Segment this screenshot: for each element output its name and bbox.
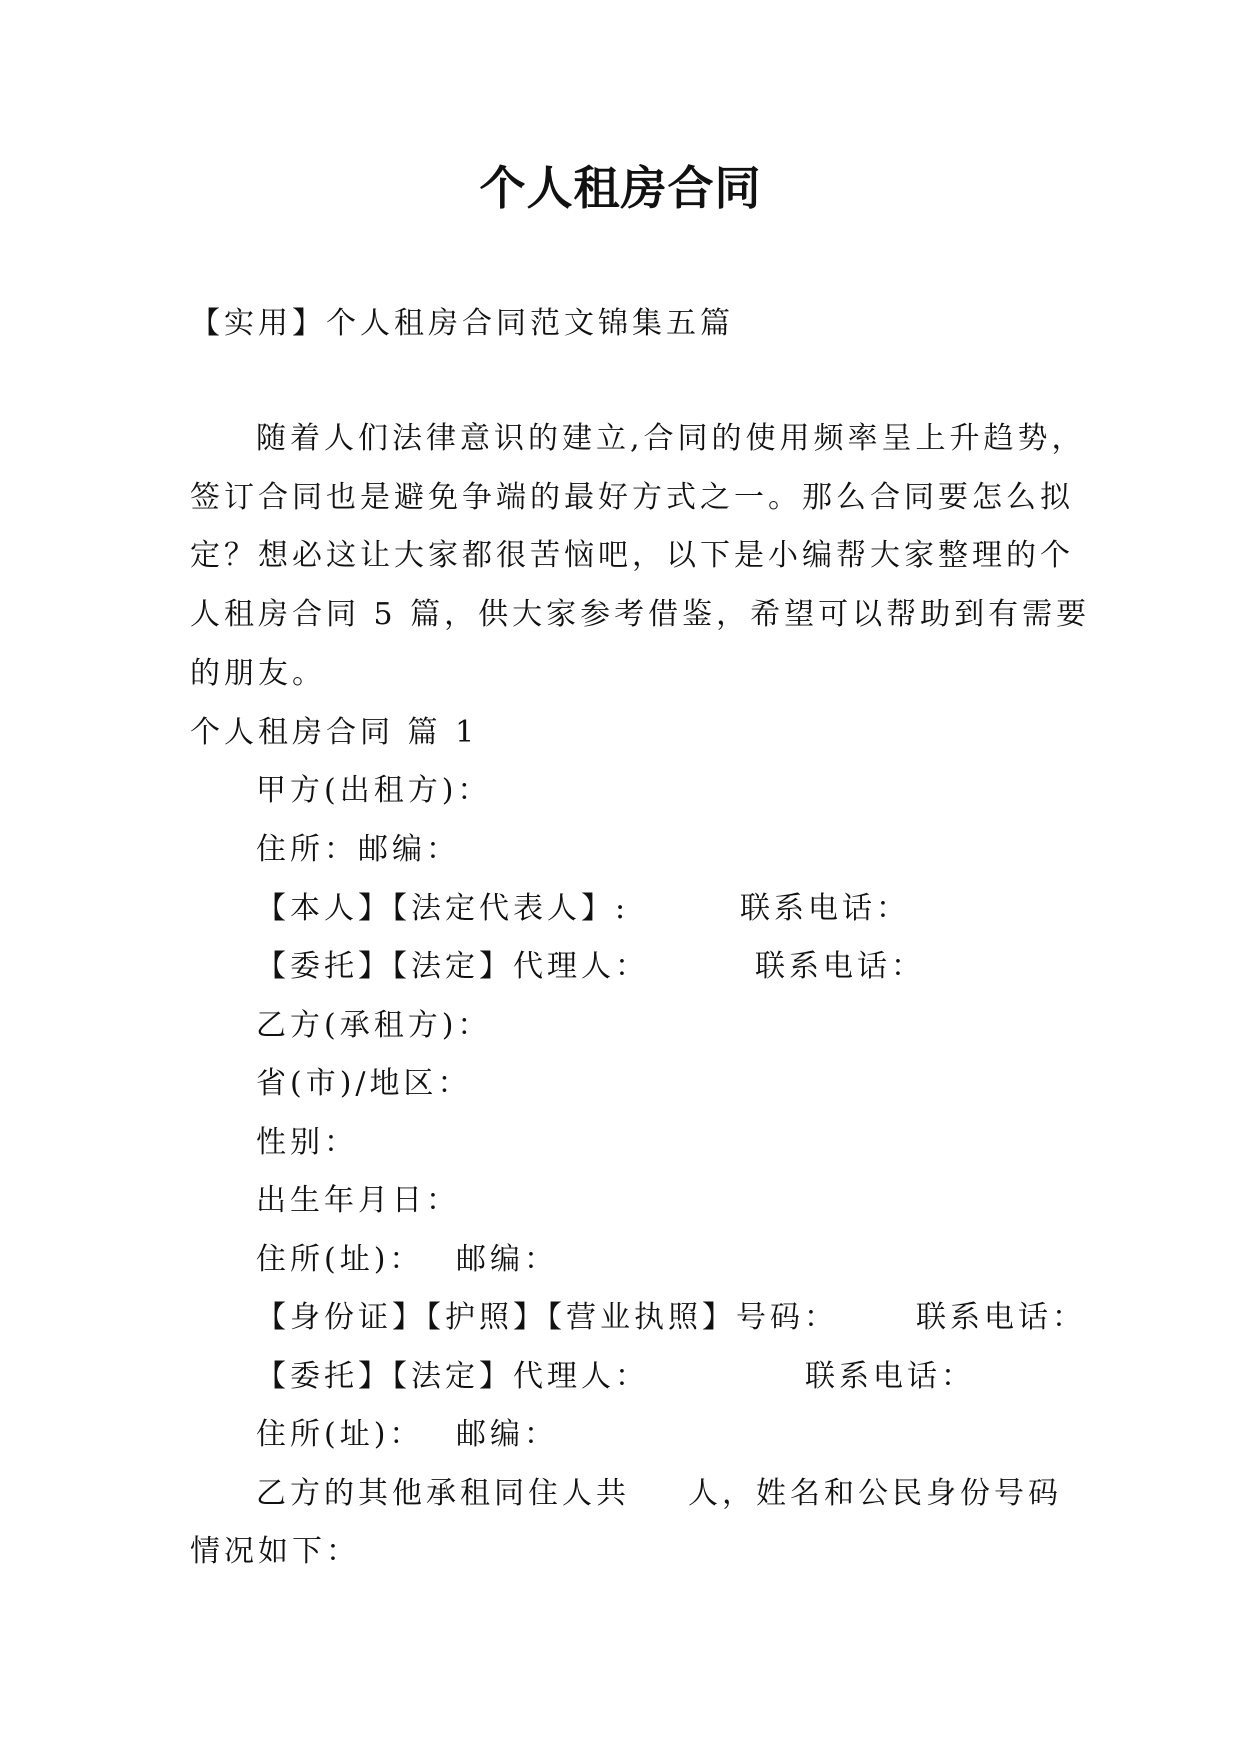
document-title: 个人租房合同: [479, 161, 762, 215]
party-b-agent-phone-label: 联系电话：: [805, 1359, 975, 1394]
party-b-id-phone-label: 联系电话：: [916, 1300, 1086, 1335]
party-a-agent-label: 【委托】【法定】代理人：: [256, 949, 649, 984]
intro-line-2: 签订合同也是避免争端的最好方式之一。那么合同要怎么拟: [190, 480, 1074, 515]
party-b-agent-address-label: 住所(址)：: [256, 1417, 424, 1452]
cotenants-line-1b: 人，姓名和公民身份号码: [688, 1476, 1062, 1511]
party-a-rep-phone-label: 联系电话：: [740, 891, 910, 926]
document-subtitle: 【实用】个人租房合同范文锦集五篇: [190, 306, 734, 341]
party-a-label: 甲方(出租方)：: [256, 773, 492, 808]
intro-line-3: 定？想必这让大家都很苦恼吧，以下是小编帮大家整理的个: [190, 538, 1074, 573]
intro-line-5: 的朋友。: [190, 656, 326, 691]
party-b-region-label: 省(市)/地区：: [256, 1066, 472, 1101]
party-b-agent-postcode-label: 邮编：: [456, 1417, 558, 1452]
intro-line-1: 随着人们法律意识的建立,合同的使用频率呈上升趋势，: [256, 421, 1086, 456]
party-a-address-label: 住所：邮编：: [256, 832, 460, 867]
party-a-agent-phone-label: 联系电话：: [755, 949, 925, 984]
party-b-label: 乙方(承租方)：: [256, 1008, 492, 1043]
party-b-address-label: 住所(址)：: [256, 1242, 424, 1277]
party-b-postcode-label: 邮编：: [456, 1242, 558, 1277]
party-a-rep-label: 【本人】【法定代表人】:: [256, 891, 630, 926]
party-b-agent-label: 【委托】【法定】代理人：: [256, 1359, 649, 1394]
section-heading: 个人租房合同 篇 1: [190, 715, 479, 750]
party-b-id-label: 【身份证】【护照】【营业执照】号码：: [256, 1300, 838, 1335]
party-b-gender-label: 性别：: [256, 1125, 358, 1160]
cotenants-line-2: 情况如下：: [190, 1534, 360, 1569]
party-b-birth-label: 出生年月日：: [256, 1183, 460, 1218]
cotenants-line-1a: 乙方的其他承租同住人共: [256, 1476, 630, 1511]
intro-line-4: 人租房合同 5 篇，供大家参考借鉴，希望可以帮助到有需要: [190, 597, 1091, 632]
